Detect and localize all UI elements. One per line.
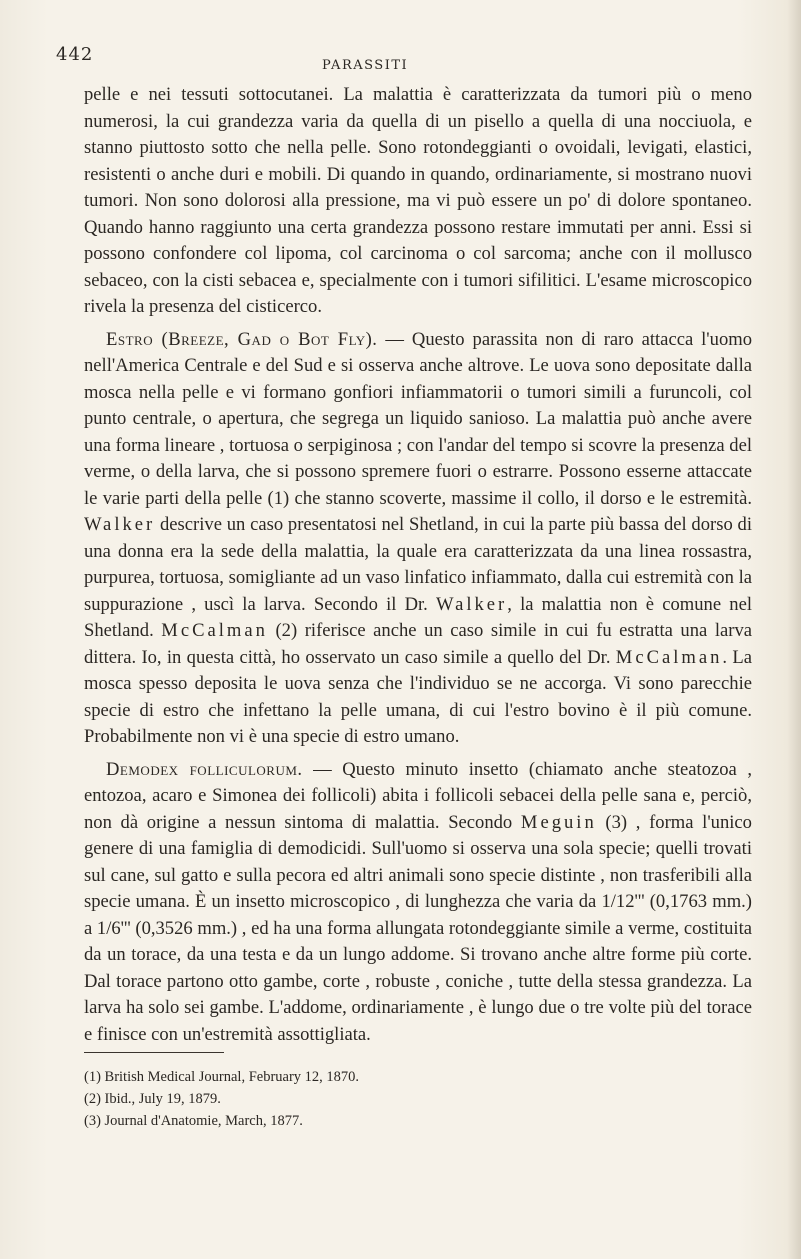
- footnote-1: (1) British Medical Journal, February 12, 1870.: [84, 1069, 360, 1085]
- author-name: Walker: [436, 593, 508, 615]
- author-name: McCalman: [615, 646, 723, 668]
- footnote-2: (2) Ibid., July 19, 1879.: [84, 1091, 221, 1107]
- author-name: McCalman: [161, 620, 268, 641]
- paragraph-estro: [84, 327, 752, 751]
- page-number: 442: [56, 44, 94, 65]
- paragraph-text: (2) riferisce anche un caso simile in cui fu estratta una larva dittera. Io, in questa città, ho osservato un caso simile a quello del Dr.: [84, 620, 752, 668]
- paragraph-demodex: [84, 757, 752, 1049]
- footnote-3: (3) Journal d'Anatomie, March, 1877.: [84, 1113, 303, 1129]
- page-header: [56, 44, 756, 74]
- paragraph-text: (3) , forma l'unico genere di una famiglia di demodicidi. Sull'uomo si osserva una sola specie; quelli trovati sul cane, sul gatto e sulla pecora ed altri animali sono specie distinte , non trasferibili alla specie umana. È un insetto microscopico , di lunghezza che varia da 1/12''' (0,1763 mm.) a 1/6''' (0,3526 mm.) , ed ha una forma allungata rotondeggiante simile a verme, costituita da un torace, da una testa e da un lungo addome. Si trovano anche altre forme più corte. Dal torace partono otto gambe, corte , robuste , coniche , tutte della stessa grandezza. La larva ha solo sei gambe. L'addome, ordinariamente , è lungo due o tre volte più del torace e finisce con un'estremità assottigliata.: [84, 811, 752, 1045]
- section-heading-estro: Estro (Breeze, Gad o Bot Fly).: [106, 328, 378, 350]
- body-text: [84, 82, 752, 1048]
- footnote-divider: [84, 1052, 224, 1053]
- paragraph-text: descrive un caso presentatosi nel Shetland, in cui la parte più bassa del dorso di una donna era la sede della malattia, la quale era caratterizzata da una linea rossastra, purpurea, tortuosa, somigliante ad un vaso linfatico infiammato, dalla cui estremità con la suppurazione , uscì la larva. Secondo il Dr.: [84, 514, 752, 615]
- page-edge-shadow: [787, 0, 801, 1259]
- footnotes: [84, 1066, 752, 1132]
- paragraph-text: — Questo parassita non di raro attacca l'uomo nell'America Centrale e del Sud e si osserva anche altrove. Le uova sono depositate dalla mosca nella pelle e vi formano gonfiori infiammatorii o tumori simili a furuncoli, col punto centrale, o apertura, che segrega un liquido sanioso. La malattia può anche avere una forma lineare , tortuosa o serpiginosa ; con l'andar del tempo si scovre la presenza del verme, o della larva, che si possono spremere fuori o estrarre. Possono esserne attaccate le varie parti della pelle (1) che stanno scoverte, massime il collo, il dorso e le estremità.: [84, 328, 752, 509]
- author-name: Walker: [84, 514, 156, 535]
- paragraph-cisticerco: pelle e nei tessuti sottocutanei. La malattia è caratterizzata da tumori più o meno numerosi, la cui grandezza varia da quella di un pisello a quella di una nocciuola, e stanno piuttosto sotto che nella pelle. Sono rotondeggianti o ovoidali, levigati, elastici, resistenti o anche duri e mobili. Di quando in quando, ordinariamente, si mostrano nuovi tumori. Non sono dolorosi alla pressione, ma vi può essere un po' di dolore spontaneo. Quando hanno raggiunto una certa grandezza possono restare immutati per anni. Essi si possono confondere col lipoma, col carcinoma o col sarcoma; anche con il mollusco sebaceo, con la cisti sebacea e, specialmente con i tumori sifilitici. L'esame microscopico rivela la presenza del cisticerco.: [84, 84, 752, 317]
- paragraph-text: , la malattia non è comune nel Shetland.: [84, 593, 752, 641]
- paragraph-text: . La mosca spesso deposita le uova senza che l'individuo se ne accorga. Vi sono parecchie specie di estro che infettano la pelle umana, di cui l'estro bovino è il più comune. Probabilmente non vi è una specie di estro umano.: [84, 646, 752, 747]
- running-head: PARASSITI: [322, 58, 409, 73]
- paragraph-text: — Questo minuto insetto (chiamato anche steatozoa , entozoa, acaro e Simonea dei follicoli) abita i follicoli sebacei della pelle sana e, perciò, non dà origine a nessun sintoma di malattia. Secondo: [84, 758, 752, 833]
- author-name: Meguin: [520, 811, 597, 833]
- section-heading-demodex: Demodex folliculorum.: [106, 758, 303, 780]
